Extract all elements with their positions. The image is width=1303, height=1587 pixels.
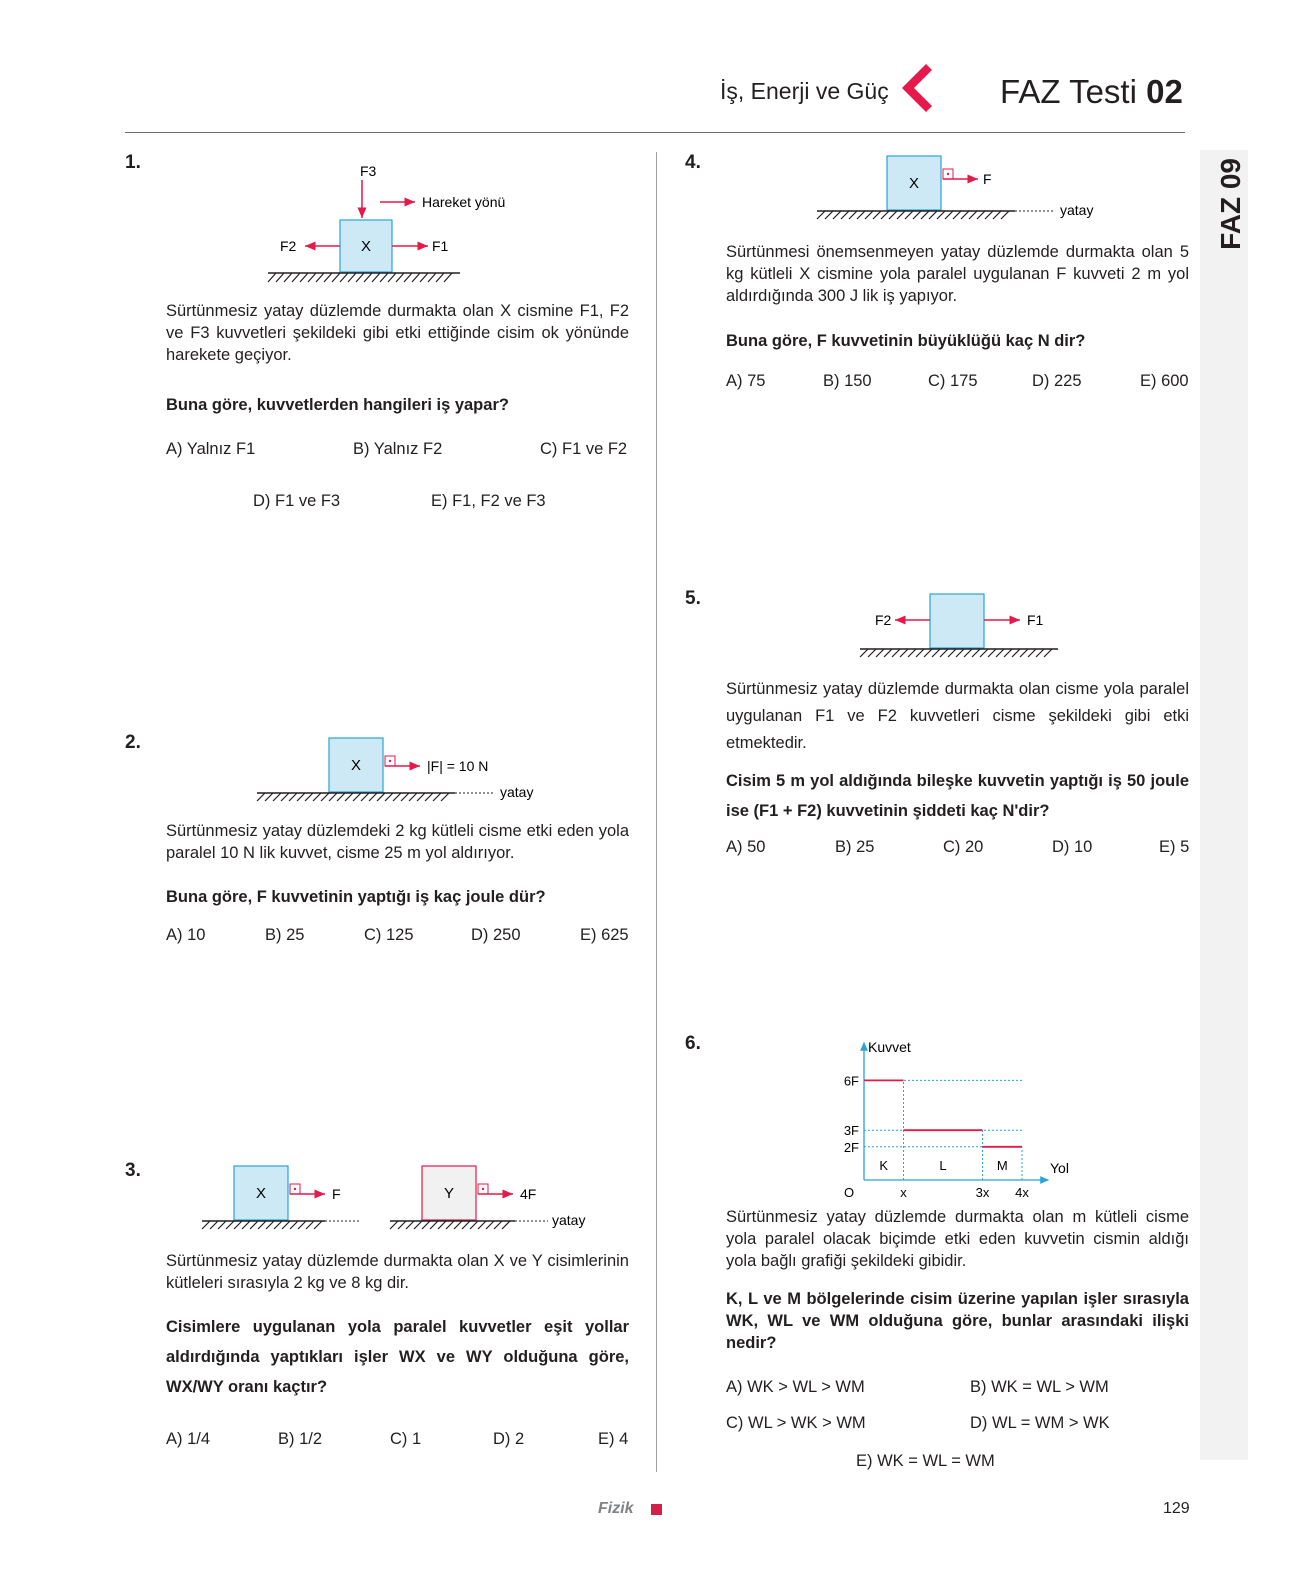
q5-option-b[interactable]: B) 25 [835,838,875,856]
page-number: 129 [1163,1500,1190,1517]
q4-option-a[interactable]: A) 75 [726,372,766,390]
q6-x-tick-x: x [900,1185,907,1200]
question-number-4: 4. [685,152,701,173]
side-tab [1200,150,1248,1460]
q6-option-d[interactable]: D) WL = WM > WK [970,1414,1110,1432]
q2-figure [255,730,555,810]
q5-text: Sürtünmesiz yatay düzlemde durmakta olan cisme yola paralel uygulanan F1 ve F2 kuvvetleri cisme şekildeki gibi etki etmektedir. [726,680,1189,752]
q2-option-d[interactable]: D) 250 [471,926,521,944]
q6-region-label-K: K [879,1158,889,1173]
q1-option-c[interactable]: C) F1 ve F2 [540,440,628,458]
q1-f3-label: F3 [360,163,377,179]
q2-option-b[interactable]: B) 25 [265,926,305,944]
q1-f2-label: F2 [280,238,297,254]
q4-force-label: F [983,171,992,187]
q6-x-tick-O: O [844,1185,855,1200]
q3-block-x-label: X [255,1185,267,1202]
q3-option-a[interactable]: A) 1/4 [166,1430,211,1448]
q1-option-a[interactable]: A) Yalnız F1 [166,440,256,458]
q3-question: Cisimlere uygulanan yola paralel kuvvetler eşit yollar aldırdığında yaptıkları işler WX ve WY olduğuna göre, WX/WY oranı kaçtır? [166,1318,629,1396]
chapter-title: İş, Enerji ve Güç [720,78,889,104]
q6-y-tick-6F: 6F [843,1073,859,1089]
q6-y-axis-label: Kuvvet [868,1039,911,1055]
q2-option-c[interactable]: C) 125 [364,926,414,944]
column-divider [656,152,657,1472]
q1-option-b[interactable]: B) Yalnız F2 [353,440,443,458]
q3-figure [200,1160,620,1240]
q3-force-y-label: 4F [520,1186,537,1202]
q2-text: Sürtünmesiz yatay düzlemdeki 2 kg kütleli cisme etki eden yola paralel 10 N lik kuvvet, cisme 25 m yol aldırıyor. [166,822,629,862]
q6-x-tick-3x: 3x [975,1185,990,1200]
q6-force-graph [830,1035,1090,1200]
footer-subject: Fizik [598,1500,634,1517]
q6-text: Sürtünmesiz yatay düzlemde durmakta olan m kütleli cisme yola paralel olacak biçimde etki eden kuvvetin cismin aldığı yola bağlı grafiği şekildeki gibidir. [726,1208,1189,1270]
test-prefix: FAZ Testi [1000,73,1137,110]
question-number-1: 1. [125,152,141,173]
question-number-2: 2. [125,732,141,753]
q3-option-c[interactable]: C) 1 [390,1430,422,1448]
q6-option-a[interactable]: A) WK > WL > WM [726,1378,865,1396]
q5-question: Cisim 5 m yol aldığında bileşke kuvvetin yaptığı iş 50 joule ise (F1 + F2) kuvvetinin şiddeti kaç N'dir? [726,772,1189,820]
question-number-5: 5. [685,588,701,609]
q2-question: Buna göre, F kuvvetinin yaptığı iş kaç joule dür? [166,888,546,906]
q1-figure [260,158,540,288]
q6-option-b[interactable]: B) WK = WL > WM [970,1378,1109,1396]
q1-ground-hatch [268,273,452,282]
q3-option-b[interactable]: B) 1/2 [278,1430,323,1448]
q6-y-tick-3F: 3F [843,1123,859,1139]
q6-region-label-L: L [939,1158,947,1173]
q6-x-tick-4x: 4x [1015,1185,1029,1200]
q5-option-c[interactable]: C) 20 [943,838,984,856]
q2-option-a[interactable]: A) 10 [166,926,206,944]
q5-option-e[interactable]: E) 5 [1159,838,1190,856]
q3-text: Sürtünmesiz yatay düzlemde durmakta olan X ve Y cisimlerinin kütleleri sırasıyla 2 kg ve 8 kg dir. [166,1252,629,1292]
question-number-6: 6. [685,1033,701,1054]
q3-block-y-label: Y [443,1185,455,1202]
q3-option-d[interactable]: D) 2 [493,1430,525,1448]
q5-figure [855,590,1075,665]
q6-question: K, L ve M bölgelerinde cisim üzerine yapılan işler sırasıyla WK, WL ve WM olduğuna göre, bunlar arasındaki ilişki nedir? [726,1290,1189,1352]
q6-option-c[interactable]: C) WL > WK > WM [726,1414,866,1432]
q1-direction-label: Hareket yönü [422,194,506,210]
q6-region-label-M: M [996,1158,1008,1173]
footer-square-icon [651,1504,662,1515]
q2-block-label: X [350,757,362,774]
header-divider [125,132,1185,133]
q5-f2-label: F2 [875,612,892,628]
q6-x-axis-label: Yol [1050,1160,1069,1176]
q4-block-label: X [908,175,920,192]
chevron-left-icon [902,64,932,112]
q4-text: Sürtünmesi önemsenmeyen yatay düzlemde durmakta olan 5 kg kütleli X cismine yola paralel uygulanan F kuvveti 2 m yol aldırdığında 300 J lik iş yapıyor. [726,243,1189,305]
q4-option-e[interactable]: E) 600 [1140,372,1189,390]
q4-option-c[interactable]: C) 175 [928,372,978,390]
q5-option-a[interactable]: A) 50 [726,838,766,856]
q4-surface-label: yatay [1060,202,1094,218]
q2-surface-label: yatay [500,784,534,800]
q6-y-tick-2F: 2F [843,1139,859,1155]
q1-text: Sürtünmesiz yatay düzlemde durmakta olan X cismine F1, F2 ve F3 kuvvetleri şekildeki gibi etki ettiğinde cisim ok yönünde harekete geçiyor. [166,302,629,364]
side-tab-label: FAZ 09 [1215,158,1246,250]
question-number-3: 3. [125,1160,141,1181]
q2-force-label: |F| = 10 N [427,758,489,774]
q3-surface-label: yatay [552,1212,586,1228]
q6-option-e[interactable]: E) WK = WL = WM [856,1452,995,1470]
q1-question: Buna göre, kuvvetlerden hangileri iş yapar? [166,396,509,414]
q4-figure [815,150,1115,230]
q4-option-d[interactable]: D) 225 [1032,372,1082,390]
q5-option-d[interactable]: D) 10 [1052,838,1093,856]
test-title [1000,73,1183,111]
q4-question: Buna göre, F kuvvetinin büyüklüğü kaç N dir? [726,332,1086,350]
q3-force-x-label: F [332,1186,341,1202]
q1-f1-label: F1 [432,238,449,254]
q1-option-e[interactable]: E) F1, F2 ve F3 [431,492,546,510]
q4-option-b[interactable]: B) 150 [823,372,872,390]
q5-f1-label: F1 [1027,612,1044,628]
q1-option-d[interactable]: D) F1 ve F3 [253,492,341,510]
q1-block-label: X [360,238,372,255]
q2-option-e[interactable]: E) 625 [580,926,629,944]
q3-option-e[interactable]: E) 4 [598,1430,629,1448]
test-number: 02 [1146,73,1183,110]
